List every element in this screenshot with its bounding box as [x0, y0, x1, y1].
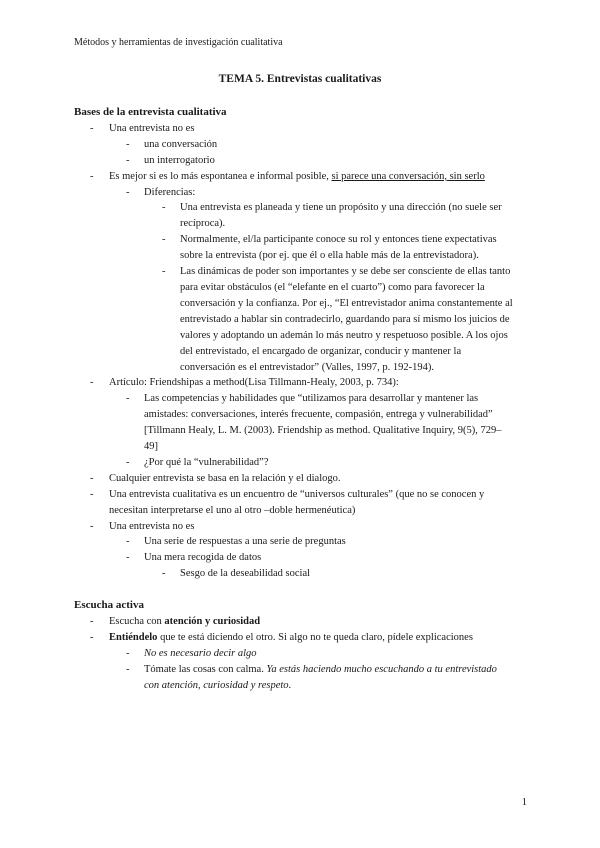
item-text: Una entrevista no es	[109, 520, 195, 532]
list-item: - Normalmente, el/la participante conoce su rol y entonces tiene expectativas sobre la entrevista (por ej. que él o ella hable más de la entrevistadora).	[144, 232, 514, 264]
underlined-text: si parece una conversación, sin serlo	[331, 170, 485, 182]
list-item: - Las competencias y habilidades que “utilizamos para desarrollar y mantener las amistades: conversaciones, interés frecuente, compasión, entrega y vulnerabilidad” [Tillmann Healy, L. M. (2003). Friendship as method. Qualitative Inquiry, 9(5), 729–49]	[109, 391, 514, 455]
sublist	[144, 566, 514, 582]
page-number: 1	[521, 797, 527, 808]
page-title: TEMA 5. Entrevistas cualitativas	[218, 73, 382, 85]
list-item: - Una entrevista es planeada y tiene un propósito y una dirección (no suele ser recíproca).	[144, 200, 514, 232]
list-item	[74, 169, 514, 376]
item-text: Tómate las cosas con calma.	[144, 663, 267, 675]
bases-list	[74, 121, 514, 582]
list-item	[74, 630, 514, 694]
list-item	[74, 614, 514, 630]
bold-text: Entiéndelo	[109, 632, 158, 643]
list-item: - Una entrevista cualitativa es un encuentro de “universos culturales” (que no se conocen y necesitan interpretarse el uno al otro –doble hermenéutica)	[74, 487, 514, 519]
list-item: - un interrogatorio	[109, 153, 514, 169]
item-text: Diferencias:	[144, 186, 196, 198]
document-body	[74, 105, 514, 694]
bold-text: atención y curiosidad	[164, 616, 261, 628]
list-item: - Las dinámicas de poder son importantes y se debe ser consciente de ellas tanto para evitar obstáculos (el “elefante en el cuarto”) como para favorecer la conversación y la confianza. Por ej., “El entrevistador anima constantemente al entrevistado a hablar sin contradecirlo, guardando para sí mismo los juicios de valores y adoptando un ademán lo más neutro y respetuoso posible. A los ojos del entrevistado, el encargado de organizar, conducir y mantener la conversación es el entrevistador” (Valles, 1997, p. 192-194).	[144, 264, 514, 375]
list-item	[109, 662, 514, 694]
item-text: Una mera recogida de datos	[144, 552, 262, 564]
item-text: Una entrevista no es	[109, 122, 195, 134]
list-item	[109, 185, 514, 376]
list-item: - No es necesario decir algo	[109, 646, 514, 662]
list-item: - Cualquier entrevista se basa en la relación y el dialogo.	[74, 471, 514, 487]
list-item: - Una serie de respuestas a una serie de preguntas	[109, 534, 514, 550]
running-header: Métodos y herramientas de investigación cualitativa	[74, 37, 283, 48]
section-spacer	[74, 582, 514, 598]
item-text: Es mejor si es lo más espontanea e informal posible,	[109, 170, 332, 182]
list-item: - una conversación	[109, 137, 514, 153]
list-item	[74, 375, 514, 470]
escucha-list	[74, 614, 514, 694]
item-text: Artículo: Friendshipas a method(Lisa Tillmann-Healy, 2003, p. 734):	[109, 377, 399, 389]
item-text: que te está diciendo el otro. Si algo no te queda claro, pídele explicaciones	[157, 632, 473, 643]
sublist	[109, 391, 514, 471]
sublist	[144, 200, 514, 375]
item-text: Escucha con	[109, 616, 165, 628]
sublist	[109, 534, 514, 582]
section-heading-escucha: Escucha activa	[74, 599, 144, 612]
list-item: - ¿Por qué la “vulnerabilidad”?	[109, 455, 514, 471]
list-item	[74, 519, 514, 583]
item-text: .	[288, 679, 292, 691]
list-item	[109, 550, 514, 582]
sublist	[109, 646, 514, 694]
sublist	[109, 185, 514, 376]
list-item	[74, 121, 514, 169]
section-heading-bases: Bases de la entrevista cualitativa	[74, 106, 227, 118]
list-item: - Sesgo de la deseabilidad social	[144, 566, 514, 582]
italic-text: Ya estás haciendo mucho escuchando a tu entrevistado con atención, curiosidad y respeto	[144, 663, 497, 691]
sublist	[109, 137, 514, 169]
